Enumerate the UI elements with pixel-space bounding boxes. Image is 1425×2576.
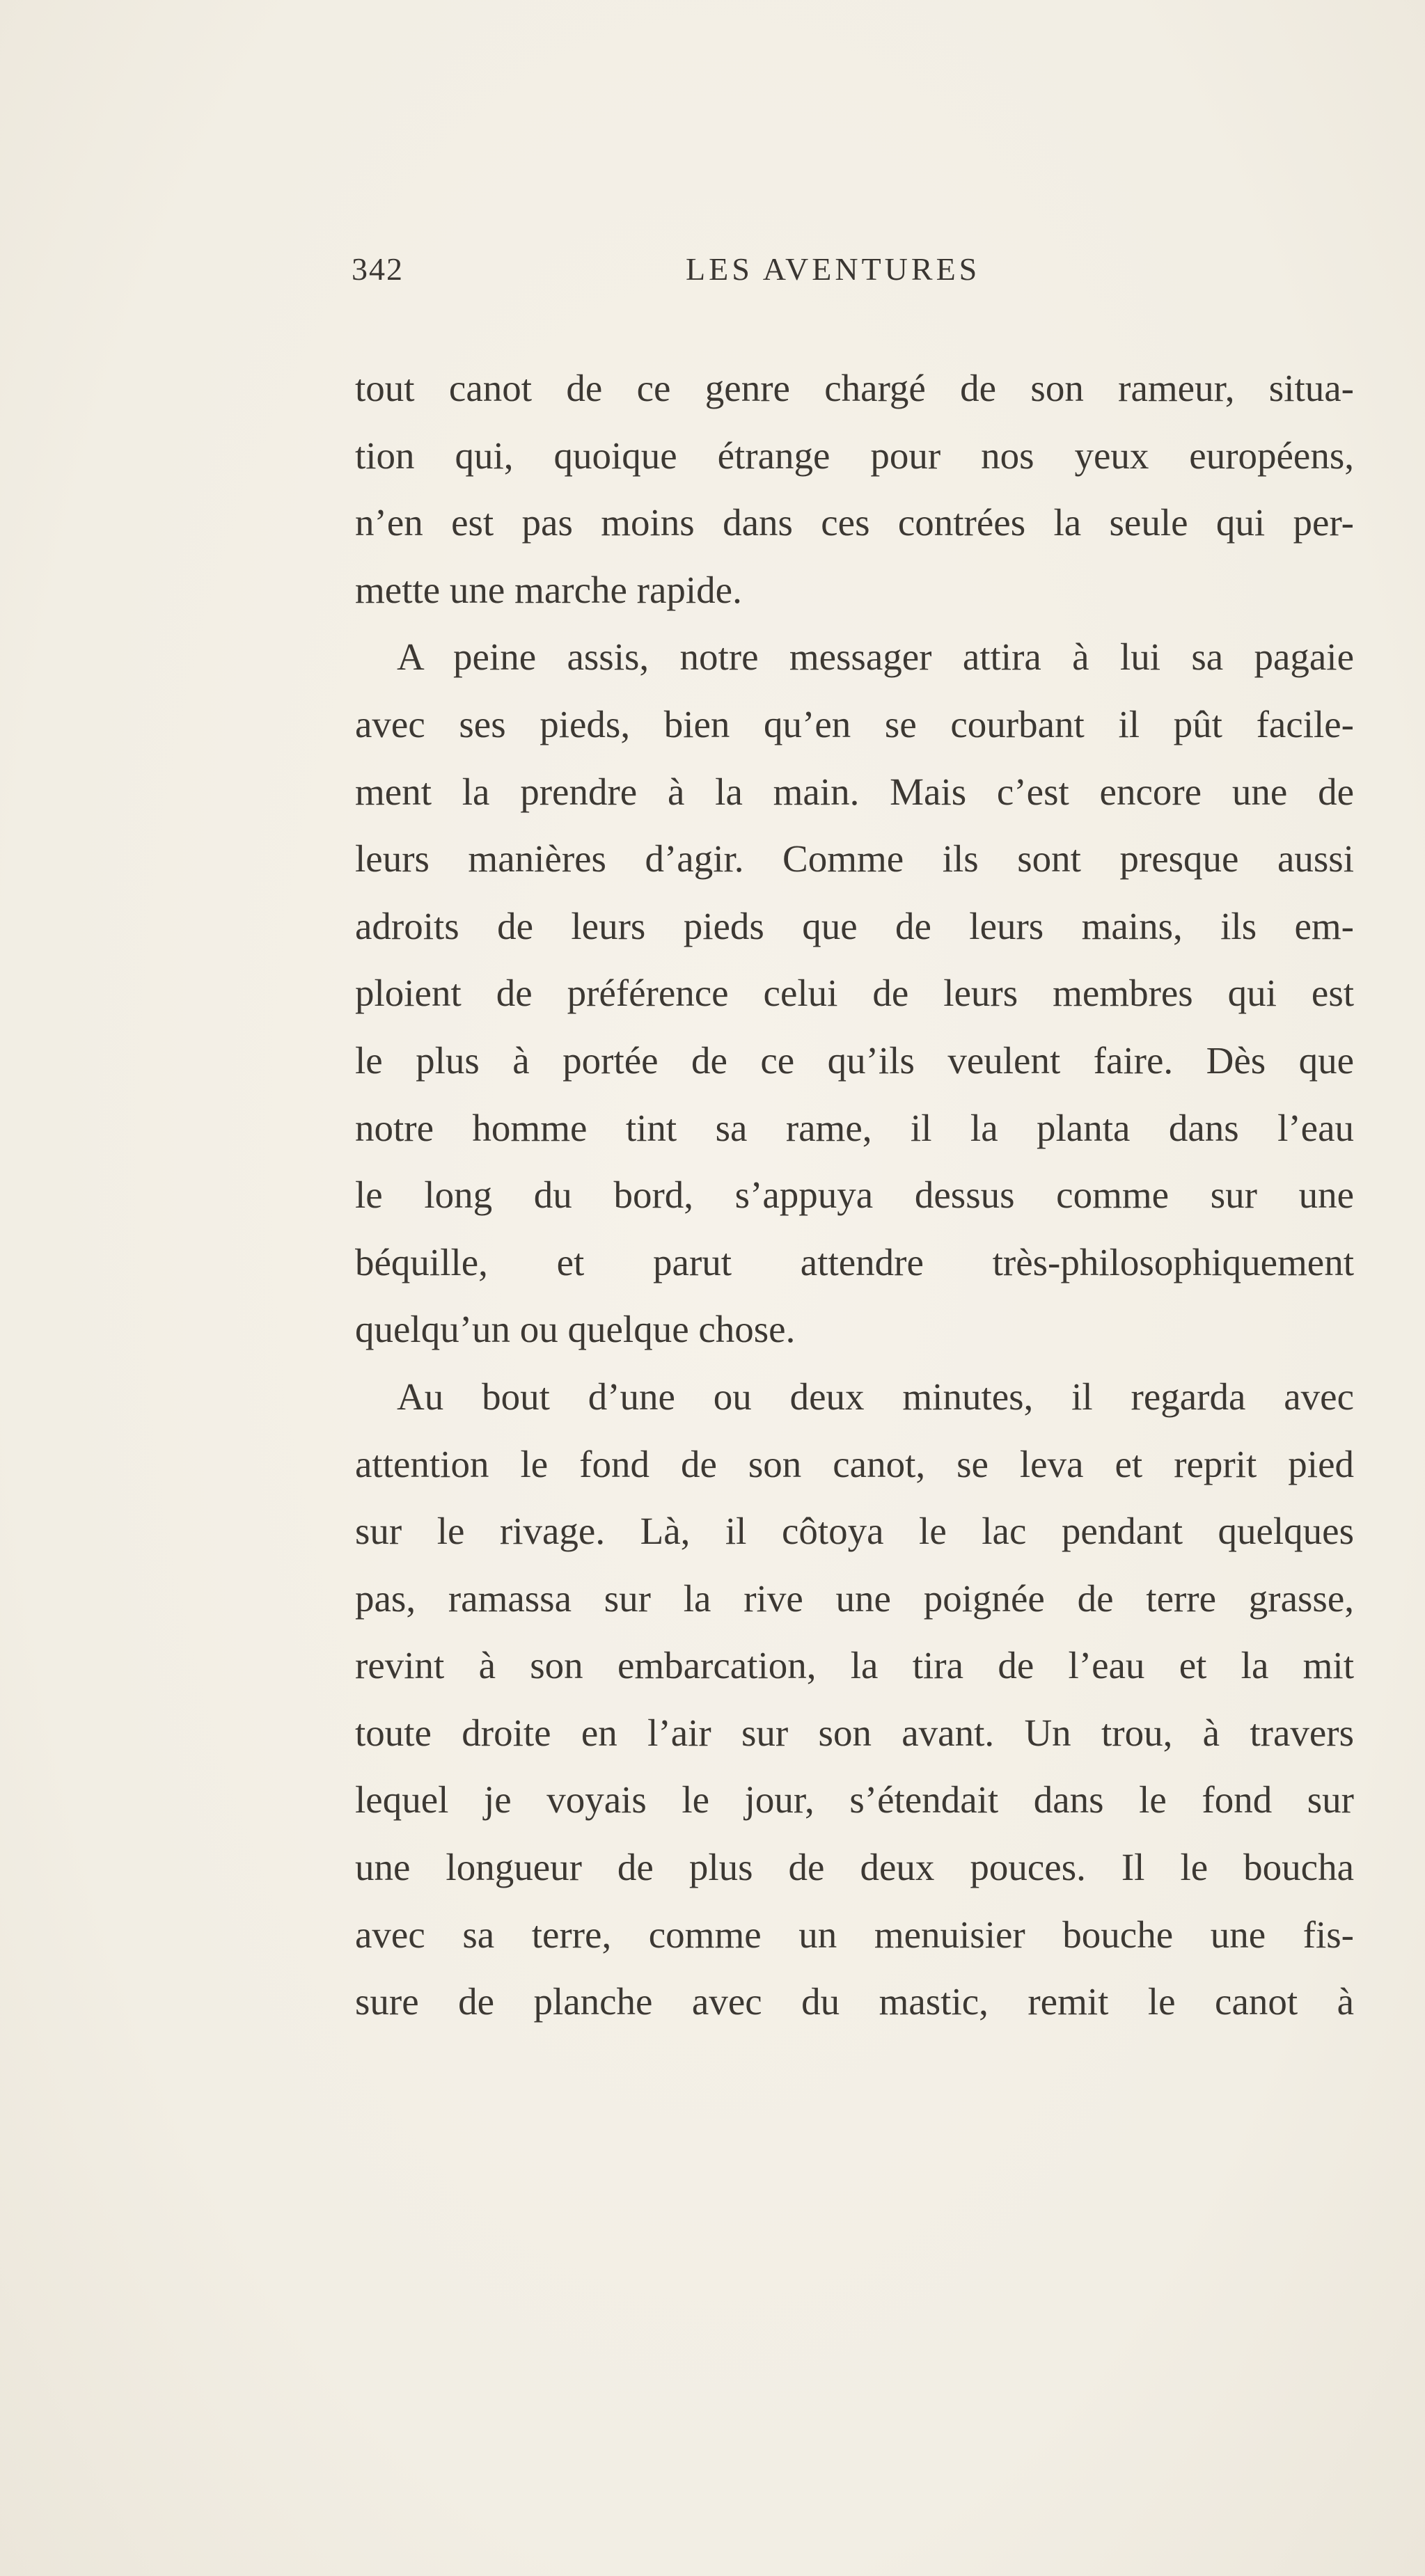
body-text	[355, 355, 1354, 2036]
text-line: ploient de préférence celui de leurs membres qui est	[355, 972, 1354, 1015]
text-line: revint à son embarcation, la tira de l’eau et la mit	[355, 1644, 1354, 1687]
text-line: quelqu’un ou quelque chose.	[355, 1308, 796, 1351]
page-number: 342	[352, 251, 404, 287]
text-line: béquille, et parut attendre très-philosophiquement	[355, 1240, 1354, 1283]
text-line: le plus à portée de ce qu’ils veulent faire. Dès que	[355, 1038, 1354, 1082]
text-line: tout canot de ce genre chargé de son rameur, situa-	[355, 367, 1354, 409]
text-line: n’en est pas moins dans ces contrées la seule qui per-	[355, 501, 1354, 544]
text-line: attention le fond de son canot, se leva et reprit pied	[355, 1442, 1354, 1485]
page-header	[352, 251, 1361, 299]
text-line: sure de planche avec du mastic, remit le canot à	[355, 1980, 1354, 2023]
text-line: avec sa terre, comme un menuisier bouche une fis-	[355, 1913, 1354, 1956]
text-line: A peine assis, notre messager attira à lui sa pagaie	[397, 635, 1354, 679]
text-line: avec ses pieds, bien qu’en se courbant il pût facile-	[355, 702, 1354, 745]
text-line: pas, ramassa sur la rive une poignée de terre grasse,	[355, 1577, 1354, 1620]
text-line: Au bout d’une ou deux minutes, il regarda avec	[397, 1375, 1354, 1418]
text-line: notre homme tint sa rame, il la planta dans l’eau	[355, 1106, 1354, 1149]
running-title: LES AVENTURES	[686, 251, 981, 287]
text-line: tion qui, quoique étrange pour nos yeux européens,	[355, 434, 1354, 477]
text-line: ment la prendre à la main. Mais c’est encore une de	[355, 770, 1354, 813]
text-line: sur le rivage. Là, il côtoya le lac pendant quelques	[355, 1510, 1354, 1553]
text-line: lequel je voyais le jour, s’étendait dans le fond sur	[355, 1778, 1354, 1822]
text-line: toute droite en l’air sur son avant. Un trou, à travers	[355, 1711, 1354, 1754]
text-line: adroits de leurs pieds que de leurs mains, ils em-	[355, 904, 1354, 947]
text-line: leurs manières d’agir. Comme ils sont presque aussi	[355, 837, 1354, 880]
text-line: le long du bord, s’appuya dessus comme sur une	[355, 1174, 1354, 1217]
text-line: une longueur de plus de deux pouces. Il le boucha	[355, 1846, 1354, 1889]
text-line: mette une marche rapide.	[355, 568, 742, 611]
